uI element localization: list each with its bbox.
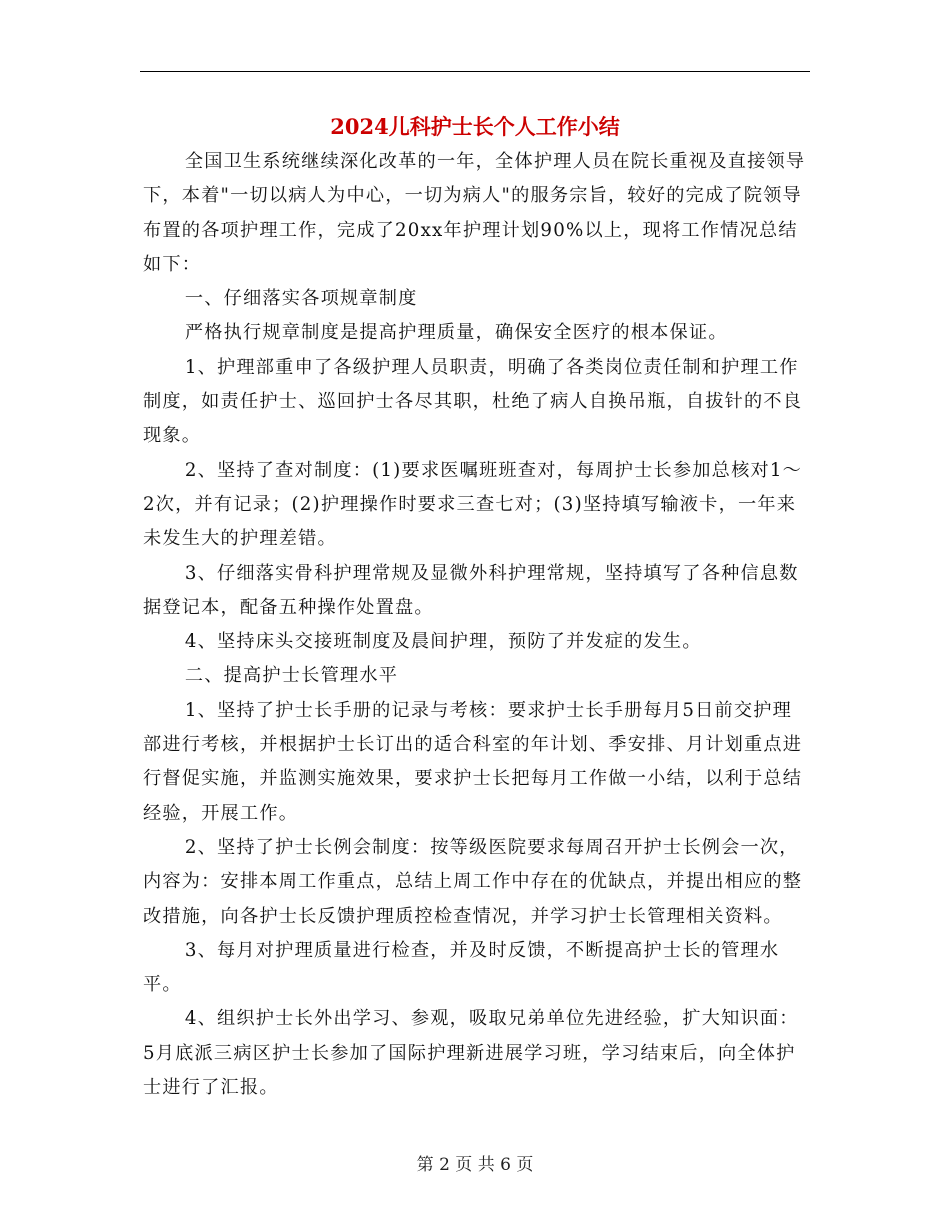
section-heading-1: 一、仔细落实各项规章制度 [184,288,418,310]
paragraph-intro: 全国卫生系统继续深化改革的一年，全体护理人员在院长重视及直接领导下，本着"一切以病人为中心，一切为病人"的服务宗旨，较好的完成了院领导布置的各项护理工作，完成了20xx年护理计划90%以上，现将工作情况总结如下： [143,151,806,275]
paragraph: 2、坚持了护士长例会制度：按等级医院要求每周召开护士长例会一次，内容为：安排本周工作重点，总结上周工作中存在的优缺点，并提出相应的整改措施，向各护士长反馈护理质控检查情况，并学习护士长管理相关资料。 [143,836,803,927]
document-title: 2024儿科护士长个人工作小结 [330,114,620,139]
paragraph: 4、组织护士长外出学习、参观，吸取兄弟单位先进经验，扩大知识面：5月底派三病区护士长参加了国际护理新进展学习班，学习结束后，向全体护士进行了汇报。 [143,1008,799,1099]
paragraph: 1、护理部重申了各级护理人员职责，明确了各类岗位责任制和护理工作制度，如责任护士、巡回护士各尽其职，杜绝了病人自换吊瓶，自拔针的不良现象。 [143,356,803,447]
paragraph: 4、坚持床头交接班制度及晨间护理，预防了并发症的发生。 [184,631,702,653]
paragraph: 严格执行规章制度是提高护理质量，确保安全医疗的根本保证。 [184,322,728,344]
paragraph: 2、坚持了查对制度：(1)要求医嘱班班查对，每周护士长参加总核对1～2次，并有记录；(2)护理操作时要求三查七对；(3)坚持填写输液卡，一年来未发生大的护理差错。 [143,459,803,550]
paragraph: 3、每月对护理质量进行检查，并及时反馈，不断提高护士长的管理水平。 [143,939,780,996]
document-body [143,145,811,1105]
header-rule [140,71,810,72]
paragraph: 1、坚持了护士长手册的记录与考核：要求护士长手册每月5日前交护理部进行考核，并根据护士长订出的适合科室的年计划、季安排、月计划重点进行督促实施，并监测实施效果，要求护士长把每月工作做一小结，以利于总结经验，开展工作。 [143,699,803,824]
section-heading-2: 二、提高护士长管理水平 [184,665,399,687]
paragraph: 3、仔细落实骨科护理常规及显微外科护理常规，坚持填写了各种信息数据登记本，配备五种操作处置盘。 [143,562,799,618]
page-number: 第 2 页 共 6 页 [416,1155,534,1175]
